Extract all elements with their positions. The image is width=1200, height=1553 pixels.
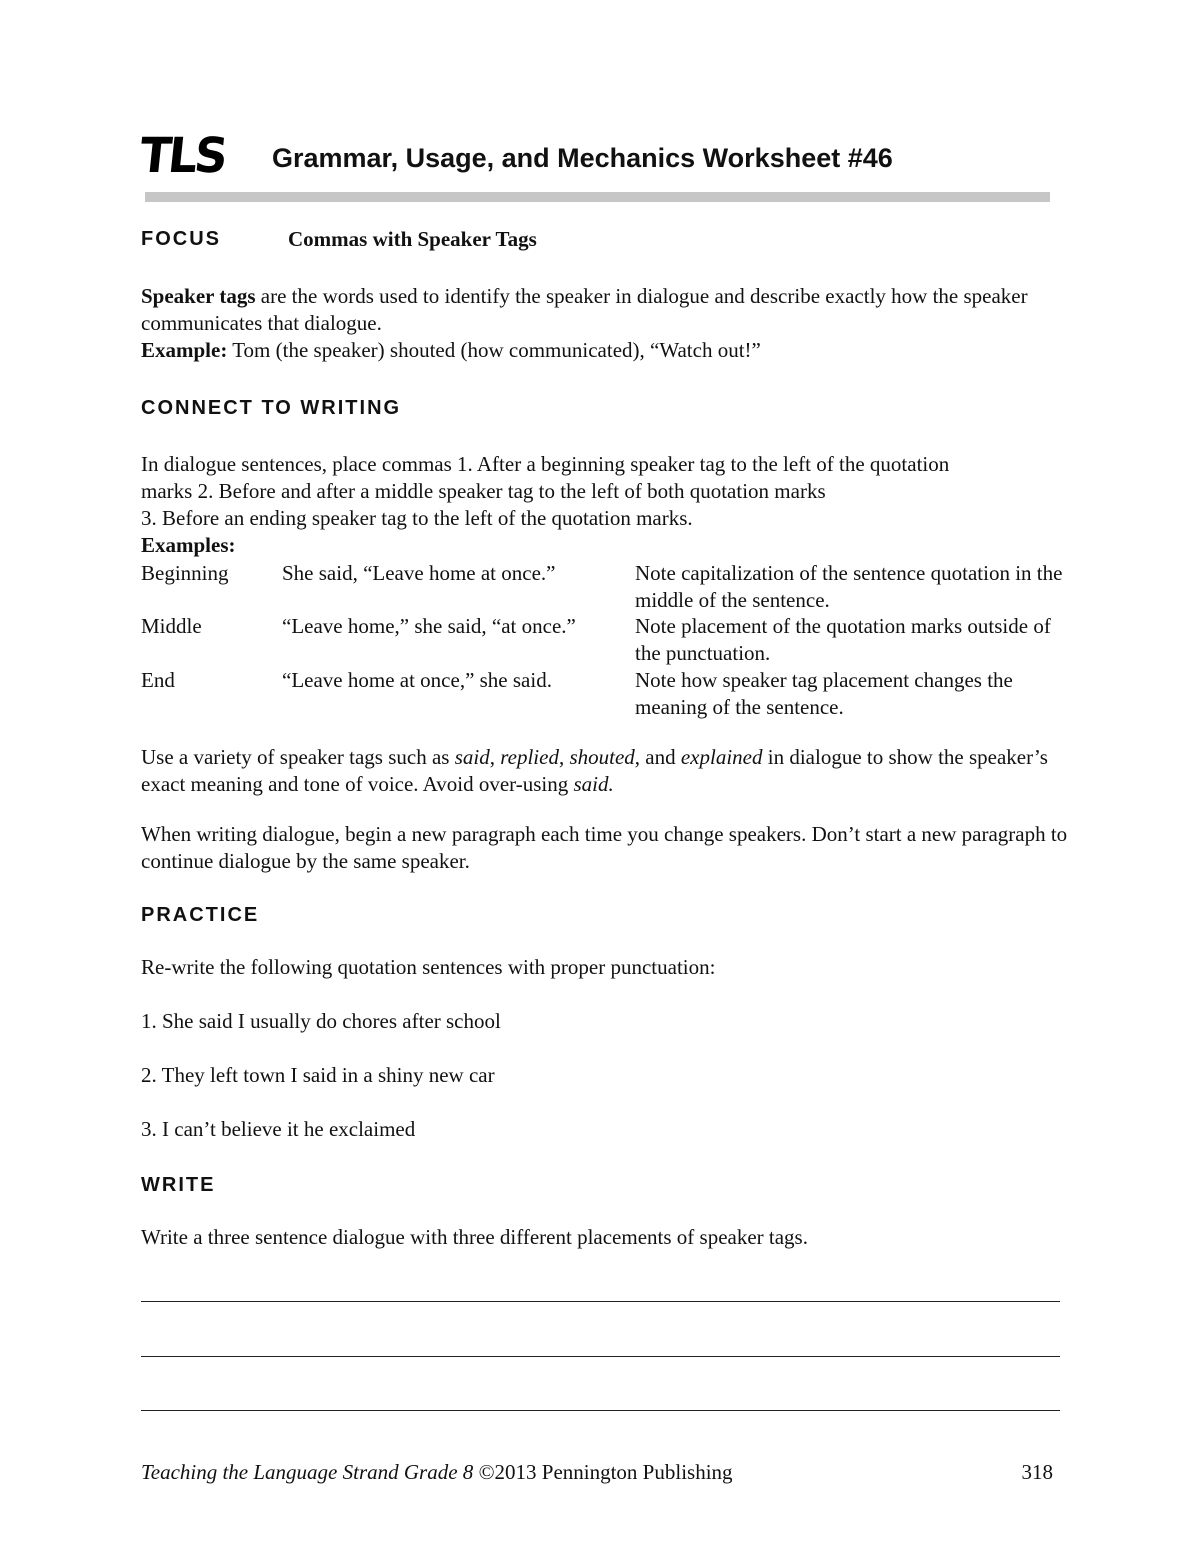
- variety-text: in dialogue to show the speaker’s exact meaning and tone of voice. Avoid over-using: [141, 745, 1048, 796]
- example-placement: Middle: [141, 614, 202, 638]
- example-row: [141, 667, 1071, 721]
- example-row: [141, 560, 1071, 614]
- rules-line: 3. Before an ending speaker tag to the left of the quotation marks.: [141, 506, 693, 530]
- example-sentence: “Leave home at once,” she said.: [282, 668, 552, 692]
- title-divider: [145, 192, 1050, 202]
- rules-line: In dialogue sentences, place commas 1. After a beginning speaker tag to the left of the quotation: [141, 452, 950, 476]
- focus-label: FOCUS: [141, 228, 221, 250]
- connect-rules: [141, 451, 1071, 559]
- intro-term: Speaker tags: [141, 284, 256, 308]
- tls-logo: TLS: [137, 126, 228, 184]
- example-label: Example:: [141, 338, 228, 362]
- variety-text: ,: [489, 745, 501, 769]
- answer-line[interactable]: [141, 1410, 1060, 1411]
- tag-shouted: shouted: [569, 745, 635, 769]
- write-heading: WRITE: [141, 1174, 216, 1196]
- example-placement: Beginning: [141, 561, 229, 585]
- example-note: Note capitalization of the sentence quotation in the middle of the sentence.: [635, 561, 1063, 612]
- example-note: Note how speaker tag placement changes the meaning of the sentence.: [635, 668, 1013, 719]
- practice-heading: PRACTICE: [141, 904, 260, 926]
- example-note: Note placement of the quotation marks outside of the punctuation.: [635, 614, 1051, 665]
- connect-heading: CONNECT TO WRITING: [141, 397, 402, 419]
- tag-replied: replied: [500, 745, 559, 769]
- examples-label: Examples:: [141, 533, 236, 557]
- practice-instruction: Re-write the following quotation sentences with proper punctuation:: [141, 955, 716, 979]
- example-sentence: She said, “Leave home at once.”: [282, 561, 556, 585]
- answer-line[interactable]: [141, 1301, 1060, 1302]
- tag-said-avoid: said.: [573, 772, 614, 796]
- book-title: Teaching the Language Strand Grade 8: [141, 1460, 474, 1484]
- answer-line[interactable]: [141, 1356, 1060, 1357]
- tag-explained: explained: [680, 745, 763, 769]
- paragraph-rule: When writing dialogue, begin a new paragraph each time you change speakers. Don’t start a new paragraph to continue dialogue by the same speaker.: [141, 822, 1068, 873]
- example-sentence: “Leave home,” she said, “at once.”: [282, 614, 576, 638]
- page-number: 318: [1021, 1460, 1053, 1484]
- example-text: Tom (the speaker) shouted (how communicated), “Watch out!”: [227, 338, 761, 362]
- write-instruction: Write a three sentence dialogue with three different placements of speaker tags.: [141, 1225, 808, 1249]
- copyright: ©2013 Pennington Publishing: [473, 1460, 733, 1484]
- variety-text: ,: [558, 745, 570, 769]
- intro-paragraph: [141, 283, 1071, 364]
- variety-text: Use a variety of speaker tags such as: [141, 745, 455, 769]
- variety-paragraph: [141, 744, 1071, 798]
- page-title: Grammar, Usage, and Mechanics Worksheet #46: [272, 143, 893, 173]
- tag-said: said: [454, 745, 490, 769]
- example-placement: End: [141, 668, 175, 692]
- variety-text: , and: [634, 745, 681, 769]
- focus-topic: Commas with Speaker Tags: [288, 227, 537, 251]
- practice-item: 2. They left town I said in a shiny new car: [141, 1063, 495, 1087]
- example-row: [141, 613, 1071, 667]
- intro-definition: are the words used to identify the speaker in dialogue and describe exactly how the speaker communicates that dialogue.: [141, 284, 1028, 335]
- practice-item: 1. She said I usually do chores after school: [141, 1009, 501, 1033]
- practice-item: 3. I can’t believe it he exclaimed: [141, 1117, 416, 1141]
- rules-line: marks 2. Before and after a middle speaker tag to the left of both quotation marks: [141, 479, 826, 503]
